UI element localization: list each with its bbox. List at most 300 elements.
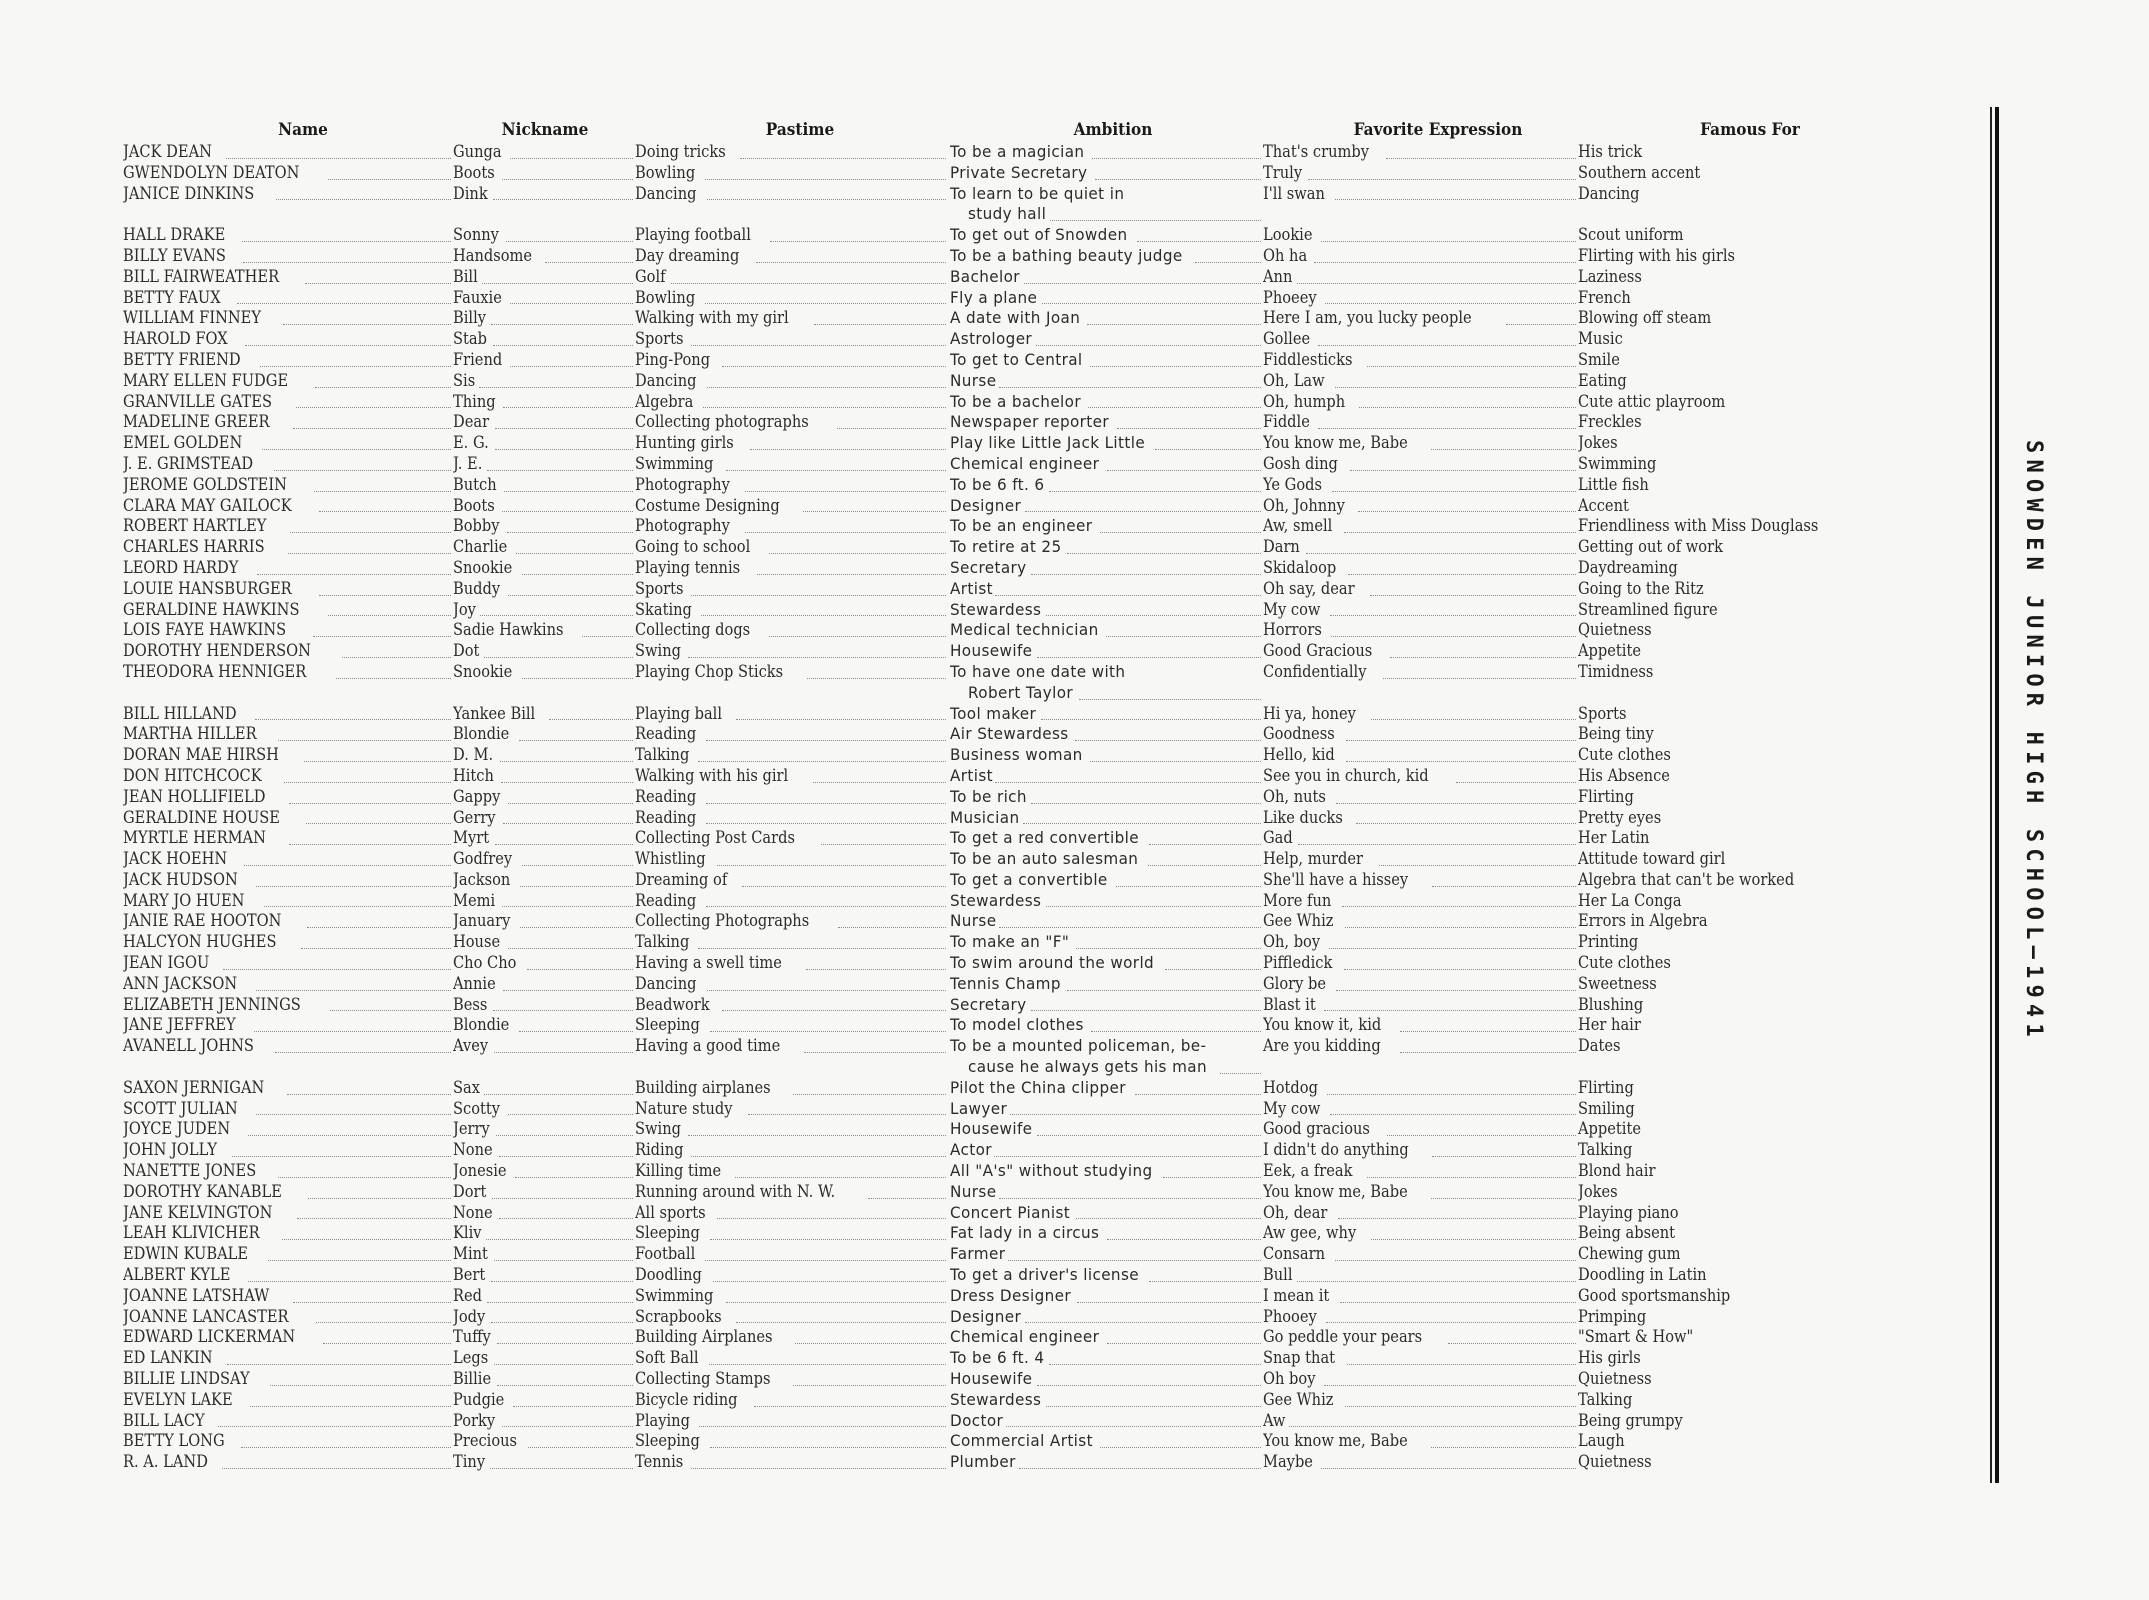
cell-ambition <box>950 1411 1263 1432</box>
cell-famous-for-text: Sports <box>1578 703 1627 724</box>
dot-leader <box>1330 615 1576 616</box>
cell-favorite-expression-text: Piffledick <box>1263 953 1333 974</box>
cell-nickname <box>453 870 635 891</box>
table-row <box>0 163 1920 184</box>
cell-nickname-text: January <box>453 911 511 932</box>
cell-pastime <box>635 433 948 454</box>
cell-ambition <box>950 1431 1263 1452</box>
cell-famous-for-text: Flirting <box>1578 786 1634 807</box>
dot-leader <box>1092 158 1262 159</box>
dot-leader <box>255 719 451 720</box>
cell-favorite-expression <box>1263 1390 1578 1411</box>
dot-leader <box>1079 699 1261 700</box>
dot-leader <box>742 886 946 887</box>
dot-leader <box>508 948 633 949</box>
cell-nickname <box>453 808 635 829</box>
cell-pastime <box>635 350 948 371</box>
cell-famous-for-text: His girls <box>1578 1348 1641 1369</box>
cell-favorite-expression-text: Are you kidding <box>1263 1036 1381 1057</box>
cell-pastime-text: Collecting photographs <box>635 412 809 433</box>
dot-leader <box>507 532 633 533</box>
cell-favorite-expression-text: Go peddle your pears <box>1263 1327 1423 1348</box>
cell-ambition-text: Nurse <box>950 1181 997 1201</box>
cell-name <box>123 974 453 995</box>
cell-ambition-text: Tool maker <box>950 703 1037 723</box>
cell-famous-for <box>1578 475 1938 496</box>
dot-leader <box>226 158 451 159</box>
dot-leader <box>706 823 946 824</box>
dot-leader <box>493 1010 633 1011</box>
cell-pastime <box>635 932 948 953</box>
cell-pastime-text: Photography <box>635 474 730 495</box>
cell-pastime-text: Playing ball <box>635 703 723 724</box>
dot-leader <box>691 595 946 596</box>
cell-ambition <box>950 225 1263 246</box>
cell-name <box>123 995 453 1016</box>
table-row <box>0 620 1920 641</box>
cell-famous-for-text: Music <box>1578 329 1623 350</box>
cell-ambition-text: Fat lady in a circus <box>950 1223 1100 1243</box>
cell-name-text: JEAN HOLLIFIELD <box>123 786 266 807</box>
school-title-vertical: SNOWDEN JUNIOR HIGH SCHOOL—1941 <box>2021 440 2046 1043</box>
dot-leader <box>499 1156 633 1157</box>
cell-nickname-text: Sax <box>453 1077 480 1098</box>
cell-pastime-text: Sleeping <box>635 1015 700 1036</box>
cell-name-text: EDWARD LICKERMAN <box>123 1327 296 1348</box>
cell-ambition-text: Newspaper reporter <box>950 412 1109 432</box>
cell-ambition <box>950 1286 1263 1307</box>
cell-ambition-text: Nurse <box>950 911 997 931</box>
dot-leader <box>508 595 633 596</box>
dot-leader <box>750 449 946 450</box>
dot-leader <box>868 1198 946 1199</box>
cell-ambition <box>950 911 1263 932</box>
dot-leader <box>698 948 946 949</box>
table-row <box>0 267 1920 288</box>
cell-favorite-expression <box>1263 1203 1578 1224</box>
cell-favorite-expression <box>1263 1036 1578 1057</box>
cell-pastime-text: Nature study <box>635 1098 733 1119</box>
cell-name-text: LOUIE HANSBURGER <box>123 578 292 599</box>
dot-leader <box>1324 1385 1576 1386</box>
table-row <box>0 371 1920 392</box>
cell-pastime-text: Playing tennis <box>635 557 741 578</box>
cell-famous-for-text: Eating <box>1578 370 1627 391</box>
cell-name-text: JOANNE LANCASTER <box>123 1306 289 1327</box>
cell-name-text: JACK HUDSON <box>123 869 238 890</box>
cell-famous-for <box>1578 1390 1938 1411</box>
cell-nickname-text: Blondie <box>453 724 510 745</box>
cell-pastime-text: Reading <box>635 724 697 745</box>
dot-leader <box>1037 1385 1261 1386</box>
dot-leader <box>503 823 634 824</box>
cell-nickname-text: None <box>453 1202 493 1223</box>
cell-favorite-expression <box>1263 475 1578 496</box>
dot-leader <box>293 428 451 429</box>
cell-favorite-expression <box>1263 558 1578 579</box>
cell-famous-for-text: Smile <box>1578 349 1620 370</box>
dot-leader <box>1090 761 1261 762</box>
cell-ambition <box>950 163 1263 184</box>
cell-famous-for-text: Quietness <box>1578 620 1652 641</box>
cell-ambition <box>950 392 1263 413</box>
vertical-rule-thin <box>1990 107 1992 1483</box>
cell-pastime <box>635 724 948 745</box>
cell-name-text: WILLIAM FINNEY <box>123 308 262 329</box>
dot-leader <box>257 574 451 575</box>
cell-name <box>123 1411 453 1432</box>
table-row <box>0 1182 1920 1203</box>
cell-ambition <box>950 1203 1263 1224</box>
cell-favorite-expression-text: She'll have a hissey <box>1263 869 1409 890</box>
cell-name <box>123 911 453 932</box>
cell-favorite-expression-text: Oh boy <box>1263 1369 1316 1390</box>
cell-ambition-text: Housewife <box>950 1119 1033 1139</box>
cell-pastime-text: Collecting Post Cards <box>635 828 795 849</box>
cell-ambition-text: Astrologer <box>950 329 1033 349</box>
dot-leader <box>520 927 633 928</box>
cell-pastime <box>635 974 948 995</box>
dot-leader <box>510 303 633 304</box>
cell-famous-for-text: Dancing <box>1578 183 1640 204</box>
cell-pastime-text: Football <box>635 1244 696 1265</box>
cell-nickname <box>453 246 635 267</box>
cell-famous-for <box>1578 516 1938 537</box>
dot-leader <box>736 1322 946 1323</box>
cell-pastime-text: Running around with N. W. <box>635 1181 836 1202</box>
cell-famous-for-text: Flirting with his girls <box>1578 245 1736 266</box>
cell-nickname <box>453 1452 635 1473</box>
cell-name <box>123 392 453 413</box>
dot-leader <box>1025 511 1261 512</box>
dot-leader <box>1165 969 1261 970</box>
cell-favorite-expression-text: Oh, Law <box>1263 370 1325 391</box>
cell-favorite-expression <box>1263 371 1578 392</box>
cell-name <box>123 1099 453 1120</box>
dot-leader <box>1456 782 1576 783</box>
cell-name <box>123 246 453 267</box>
dot-leader <box>276 199 451 200</box>
cell-name <box>123 308 453 329</box>
dot-leader <box>248 1135 451 1136</box>
dot-leader <box>1037 1135 1261 1136</box>
cell-famous-for-text: Smiling <box>1578 1098 1635 1119</box>
cell-nickname-text: Godfrey <box>453 849 513 870</box>
cell-name <box>123 496 453 517</box>
cell-pastime-text: Hunting girls <box>635 433 734 454</box>
cell-famous-for <box>1578 1140 1938 1161</box>
dot-leader <box>1431 1198 1576 1199</box>
cell-favorite-expression-text: Hello, kid <box>1263 745 1335 766</box>
cell-famous-for-text: Daydreaming <box>1578 557 1678 578</box>
cell-famous-for-text: Playing piano <box>1578 1202 1679 1223</box>
dot-leader <box>315 387 451 388</box>
cell-ambition <box>950 1099 1263 1120</box>
table-row <box>0 1099 1920 1120</box>
cell-pastime-text: Going to school <box>635 537 751 558</box>
cell-pastime <box>635 953 948 974</box>
cell-ambition-text: To get a driver's license <box>950 1265 1139 1285</box>
cell-favorite-expression-text: Gosh ding <box>1263 453 1338 474</box>
dot-leader <box>1346 740 1576 741</box>
header-pastime: Pastime <box>765 120 835 140</box>
dot-leader <box>707 199 946 200</box>
dot-leader <box>1336 803 1576 804</box>
cell-ambition <box>950 766 1263 787</box>
cell-favorite-expression <box>1263 870 1578 891</box>
cell-favorite-expression-text: You know it, kid <box>1263 1015 1382 1036</box>
dot-leader <box>522 865 633 866</box>
cell-pastime-text: Sports <box>635 329 684 350</box>
cell-ambition <box>950 288 1263 309</box>
dot-leader <box>1367 366 1576 367</box>
cell-nickname-text: Jonesie <box>453 1161 507 1182</box>
dot-leader <box>995 782 1261 783</box>
cell-name-text: R. A. LAND <box>123 1452 208 1473</box>
cell-favorite-expression <box>1263 891 1578 912</box>
cell-famous-for <box>1578 184 1938 205</box>
dot-leader <box>1386 158 1576 159</box>
dot-leader <box>995 595 1261 596</box>
cell-pastime-text: Soft Ball <box>635 1348 699 1369</box>
cell-famous-for <box>1578 579 1938 600</box>
table-row <box>0 1390 1920 1411</box>
cell-pastime-text: Collecting Photographs <box>635 911 810 932</box>
cell-pastime-text: Doodling <box>635 1265 702 1286</box>
cell-favorite-expression-text: Skidaloop <box>1263 557 1337 578</box>
cell-name <box>123 641 453 662</box>
dot-leader <box>510 366 633 367</box>
cell-nickname <box>453 641 635 662</box>
student-table <box>0 142 1920 1473</box>
cell-pastime-text: Swing <box>635 1119 681 1140</box>
cell-name <box>123 849 453 870</box>
cell-famous-for-text: Little fish <box>1578 474 1649 495</box>
dot-leader <box>757 574 946 575</box>
cell-name <box>123 1119 453 1140</box>
cell-nickname-text: Scotty <box>453 1098 501 1119</box>
cell-favorite-expression-text: Lookie <box>1263 225 1313 246</box>
cell-name-text: J. E. GRIMSTEAD <box>123 453 254 474</box>
cell-favorite-expression-text: Aw <box>1263 1410 1286 1431</box>
cell-nickname-text: Dort <box>453 1181 487 1202</box>
dot-leader <box>227 1364 451 1365</box>
dot-leader <box>288 553 451 554</box>
table-row <box>0 1078 1920 1099</box>
cell-name-text: GRANVILLE GATES <box>123 391 272 412</box>
dot-leader <box>493 199 633 200</box>
table-row <box>0 558 1920 579</box>
cell-ambition-text: Musician <box>950 807 1020 827</box>
cell-ambition-continued <box>968 683 1263 704</box>
header-name: Name <box>278 120 328 140</box>
dot-leader <box>709 1364 946 1365</box>
table-row <box>0 1411 1920 1432</box>
dot-leader <box>316 1322 451 1323</box>
cell-ambition <box>950 1390 1263 1411</box>
cell-nickname-text: Annie <box>453 973 496 994</box>
dot-leader <box>1297 283 1576 284</box>
dot-leader <box>522 574 633 575</box>
dot-leader <box>484 657 633 658</box>
cell-favorite-expression-text: Gee Whiz <box>1263 911 1334 932</box>
dot-leader <box>342 657 451 658</box>
dot-leader <box>821 844 946 845</box>
cell-famous-for <box>1578 974 1938 995</box>
dot-leader <box>706 740 946 741</box>
cell-favorite-expression-text: Eek, a freak <box>1263 1161 1353 1182</box>
dot-leader <box>795 1343 946 1344</box>
cell-famous-for <box>1578 953 1938 974</box>
table-row <box>0 1452 1920 1473</box>
dot-leader <box>1008 1260 1261 1261</box>
dot-leader <box>275 1052 451 1053</box>
dot-leader <box>494 1260 633 1261</box>
cell-famous-for <box>1578 246 1938 267</box>
cell-nickname <box>453 1078 635 1099</box>
cell-name <box>123 475 453 496</box>
cell-pastime <box>635 329 948 350</box>
dot-leader <box>222 1468 451 1469</box>
cell-name-text: MYRTLE HERMAN <box>123 828 266 849</box>
dot-leader <box>999 387 1261 388</box>
cell-pastime-text: Bowling <box>635 287 696 308</box>
cell-name <box>123 1161 453 1182</box>
cell-famous-for <box>1578 537 1938 558</box>
cell-nickname <box>453 1223 635 1244</box>
cell-ambition-text: To be a mounted policeman, be- <box>950 1036 1207 1056</box>
cell-name-text: AVANELL JOHNS <box>123 1036 254 1057</box>
cell-ambition-text: Air Stewardess <box>950 724 1069 744</box>
table-row <box>0 995 1920 1016</box>
cell-nickname-text: Fauxie <box>453 287 502 308</box>
cell-name <box>123 225 453 246</box>
cell-nickname <box>453 412 635 433</box>
cell-famous-for-text: Flirting <box>1578 1077 1634 1098</box>
cell-pastime <box>635 225 948 246</box>
dot-leader <box>482 283 633 284</box>
cell-ambition-text: Business woman <box>950 745 1083 765</box>
cell-name-text: ALBERT KYLE <box>123 1265 231 1286</box>
cell-favorite-expression-text: Goodness <box>1263 724 1335 745</box>
dot-leader <box>502 1426 633 1427</box>
dot-leader <box>244 865 451 866</box>
dot-leader <box>497 1343 633 1344</box>
cell-ambition-text: To learn to be quiet in <box>950 183 1125 203</box>
cell-ambition <box>950 475 1263 496</box>
cell-favorite-expression-text: Blast it <box>1263 994 1316 1015</box>
cell-ambition <box>950 1036 1263 1057</box>
cell-famous-for <box>1578 350 1938 371</box>
cell-ambition-text: Chemical engineer <box>950 453 1100 473</box>
dot-leader <box>705 179 946 180</box>
cell-name-text: EDWIN KUBALE <box>123 1244 249 1265</box>
table-row <box>0 724 1920 745</box>
cell-favorite-expression-text: Like ducks <box>1263 807 1343 828</box>
cell-pastime <box>635 1078 948 1099</box>
cell-famous-for-text: Swimming <box>1578 453 1657 474</box>
cell-famous-for <box>1578 308 1938 329</box>
cell-nickname <box>453 932 635 953</box>
table-row <box>0 641 1920 662</box>
cell-pastime-text: Collecting dogs <box>635 620 751 641</box>
dot-leader <box>707 990 946 991</box>
cell-nickname <box>453 849 635 870</box>
cell-famous-for-text: Attitude toward girl <box>1578 849 1726 870</box>
cell-name-text: BILL FAIRWEATHER <box>123 266 280 287</box>
cell-ambition <box>950 1327 1263 1348</box>
cell-famous-for <box>1578 1411 1938 1432</box>
cell-name <box>123 600 453 621</box>
dot-leader <box>1331 636 1576 637</box>
cell-famous-for <box>1578 704 1938 725</box>
cell-ambition-text: Dress Designer <box>950 1285 1072 1305</box>
cell-famous-for-text: Going to the Ritz <box>1578 578 1704 599</box>
cell-famous-for <box>1578 558 1938 579</box>
cell-name <box>123 620 453 641</box>
cell-nickname-text: Tuffy <box>453 1327 491 1348</box>
cell-nickname-text: Jody <box>453 1306 486 1327</box>
cell-ambition-text: To swim around the world <box>950 953 1155 973</box>
dot-leader <box>243 262 451 263</box>
dot-leader <box>293 1302 451 1303</box>
dot-leader <box>745 532 946 533</box>
dot-leader <box>703 407 946 408</box>
dot-leader <box>301 948 451 949</box>
cell-famous-for <box>1578 1452 1938 1473</box>
table-row <box>0 1265 1920 1286</box>
cell-favorite-expression-text: Aw gee, why <box>1263 1223 1357 1244</box>
cell-name <box>123 704 453 725</box>
cell-nickname <box>453 537 635 558</box>
dot-leader <box>994 1156 1261 1157</box>
dot-leader <box>289 844 451 845</box>
dot-leader <box>297 1218 451 1219</box>
cell-nickname <box>453 995 635 1016</box>
cell-name <box>123 1286 453 1307</box>
cell-name <box>123 516 453 537</box>
cell-name <box>123 1307 453 1328</box>
table-row <box>0 911 1920 932</box>
cell-nickname <box>453 1327 635 1348</box>
cell-pastime <box>635 1203 948 1224</box>
dot-leader <box>1067 990 1261 991</box>
cell-name <box>123 1036 453 1057</box>
cell-ambition-text: A date with Joan <box>950 308 1081 328</box>
cell-ambition <box>950 724 1263 745</box>
cell-pastime <box>635 1099 948 1120</box>
cell-famous-for <box>1578 371 1938 392</box>
dot-leader <box>706 906 946 907</box>
cell-pastime-text: Sleeping <box>635 1223 700 1244</box>
table-row <box>0 766 1920 787</box>
cell-favorite-expression <box>1263 1265 1578 1286</box>
dot-leader <box>223 969 451 970</box>
table-row <box>0 870 1920 891</box>
cell-famous-for-text: Streamlined figure <box>1578 599 1718 620</box>
cell-ambition-text: Pilot the China clipper <box>950 1077 1126 1097</box>
cell-favorite-expression <box>1263 246 1578 267</box>
dot-leader <box>1107 470 1261 471</box>
cell-pastime <box>635 911 948 932</box>
cell-nickname-text: Stab <box>453 329 487 350</box>
cell-name-text: LEAH KLIVICHER <box>123 1223 260 1244</box>
cell-nickname-text: Myrt <box>453 828 490 849</box>
dot-leader <box>491 1322 633 1323</box>
cell-nickname <box>453 974 635 995</box>
dot-leader <box>1344 969 1576 970</box>
cell-pastime <box>635 475 948 496</box>
